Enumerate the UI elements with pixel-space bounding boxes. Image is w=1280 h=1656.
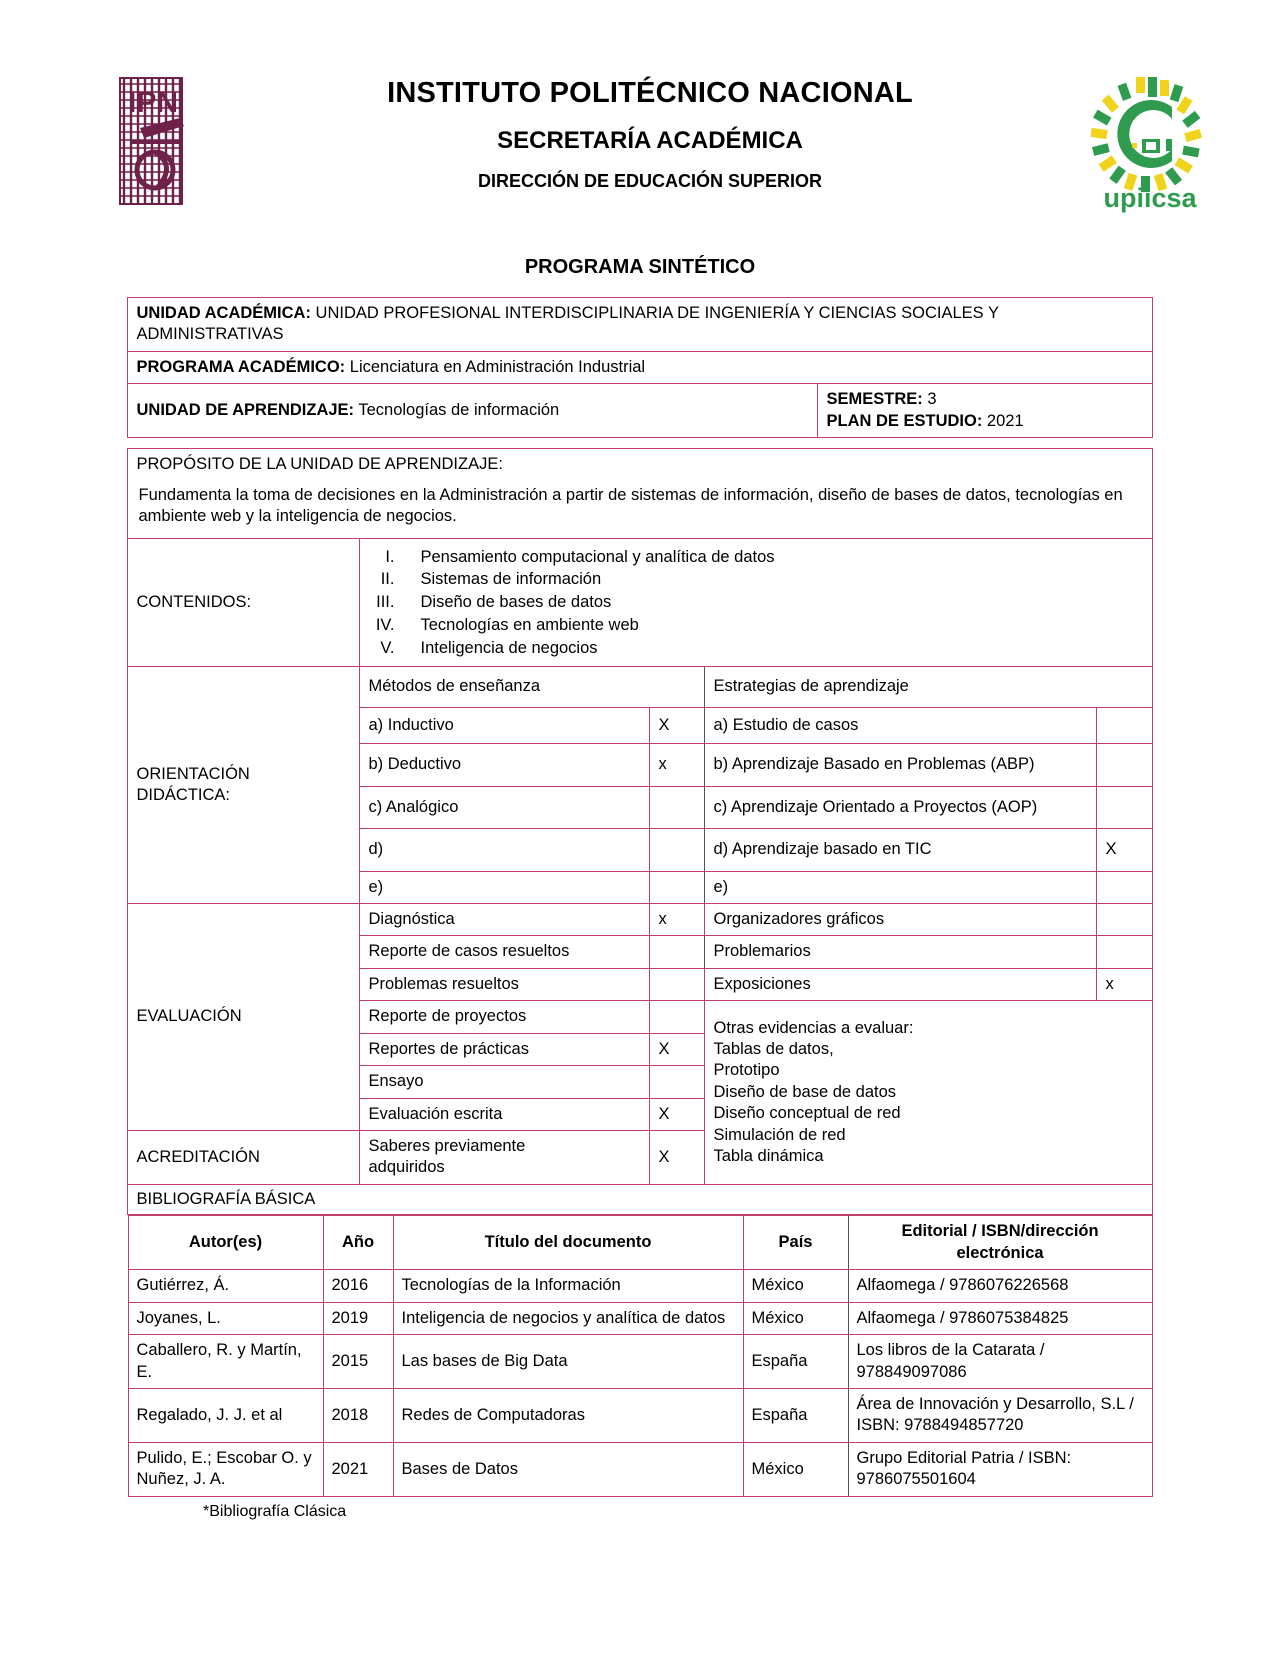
evaluacion-mark[interactable] <box>650 1001 705 1033</box>
evidencia-mark[interactable] <box>1097 936 1152 968</box>
program-body-table <box>127 448 1152 1215</box>
contenido-number: II. <box>380 570 395 589</box>
contenidos-label: CONTENIDOS: <box>128 538 360 667</box>
semestre-plan-cell <box>818 384 1152 438</box>
proposito-title: PROPÓSITO DE LA UNIDAD DE APRENDIZAJE: <box>128 449 1152 481</box>
contenido-text: Tecnologías en ambiente web <box>420 615 639 634</box>
acreditacion-label: ACREDITACIÓN <box>128 1131 360 1185</box>
semestre-label: SEMESTRE: <box>826 390 923 409</box>
table-row <box>128 298 1152 352</box>
bib-pais: México <box>743 1270 848 1302</box>
column-header-titulo: Título del documento <box>393 1216 743 1270</box>
contenido-text: Sistemas de información <box>420 570 602 589</box>
programa-academico-label: PROGRAMA ACADÉMICO: <box>136 357 346 376</box>
contenido-text: Diseño de bases de datos <box>420 593 612 612</box>
contenido-text: Pensamiento computacional y analítica de datos <box>420 547 775 566</box>
bibliografia-footnote: *Bibliografía Clásica <box>203 1502 347 1520</box>
bib-editorial: Alfaomega / 9786076226568 <box>848 1270 1152 1302</box>
evaluacion-item: Problemas resueltos <box>360 968 650 1000</box>
secretariat-title: SECRETARÍA ACADÉMICA <box>497 127 803 155</box>
otras-evidencias-item: Simulación de red <box>713 1125 846 1144</box>
evaluacion-item: Diagnóstica <box>360 903 650 935</box>
col-header-estrategias: Estrategias de aprendizaje <box>705 667 1152 707</box>
evaluacion-mark[interactable] <box>650 968 705 1000</box>
acreditacion-item-line1: Saberes previamente <box>368 1137 526 1156</box>
bib-autor: Caballero, R. y Martín, E. <box>128 1335 323 1389</box>
unidad-academica-cell <box>128 298 1152 352</box>
evaluacion-item: Reporte de proyectos <box>360 1001 650 1033</box>
bib-titulo: Inteligencia de negocios y analítica de datos <box>393 1302 743 1334</box>
evidencia-mark[interactable] <box>1097 903 1152 935</box>
table-row <box>128 481 1152 538</box>
acreditacion-item <box>360 1131 650 1185</box>
estrategia-mark[interactable] <box>1097 744 1152 786</box>
metodo-mark[interactable] <box>650 786 705 828</box>
evaluacion-mark[interactable]: X <box>650 1033 705 1065</box>
otras-evidencias-item: Tablas de datos, <box>713 1039 834 1058</box>
metodo-mark[interactable] <box>650 829 705 871</box>
table-row <box>128 1335 1152 1389</box>
table-row <box>128 1388 1152 1442</box>
bib-anio: 2015 <box>323 1335 393 1389</box>
column-header-autor: Autor(es) <box>128 1216 323 1270</box>
estrategia-mark[interactable]: X <box>1097 829 1152 871</box>
orientacion-label-line2: DIDÁCTICA: <box>136 786 230 805</box>
metodo-mark[interactable]: X <box>650 707 705 743</box>
bibliografia-section-title: BIBLIOGRAFÍA BÁSICA <box>128 1184 1152 1214</box>
page-title: PROGRAMA SINTÉTICO <box>524 256 756 278</box>
evaluacion-item: Ensayo <box>360 1066 650 1098</box>
evaluacion-label: EVALUACIÓN <box>128 903 360 1130</box>
institute-title: INSTITUTO POLITÉCNICO NACIONAL <box>387 77 913 109</box>
bib-editorial: Los libros de la Catarata / 978849097086 <box>848 1335 1152 1389</box>
table-row <box>128 1302 1152 1334</box>
bib-anio: 2019 <box>323 1302 393 1334</box>
bib-pais: México <box>743 1442 848 1496</box>
bib-editorial: Alfaomega / 9786075384825 <box>848 1302 1152 1334</box>
estrategia-label: e) <box>705 871 1097 903</box>
evidencia-item: Organizadores gráficos <box>705 903 1097 935</box>
table-row <box>128 903 1152 935</box>
otras-evidencias-item: Diseño conceptual de red <box>713 1104 901 1123</box>
semestre-value: 3 <box>927 390 937 409</box>
bib-titulo: Bases de Datos <box>393 1442 743 1496</box>
contenidos-cell <box>360 538 1152 667</box>
otras-evidencias-item: Prototipo <box>713 1061 780 1080</box>
plan-line <box>826 411 1143 432</box>
bib-anio: 2021 <box>323 1442 393 1496</box>
contenido-text: Inteligencia de negocios <box>420 638 598 657</box>
bib-anio: 2016 <box>323 1270 393 1302</box>
table-row <box>128 449 1152 481</box>
metodo-label: d) <box>360 829 650 871</box>
list-item <box>368 614 1143 637</box>
bib-editorial: Grupo Editorial Patria / ISBN: 9786075501604 <box>848 1442 1152 1496</box>
bib-pais: España <box>743 1388 848 1442</box>
direction-title: DIRECCIÓN DE EDUCACIÓN SUPERIOR <box>477 171 823 192</box>
unidad-aprendizaje-label: UNIDAD DE APRENDIZAJE: <box>136 401 355 420</box>
evaluacion-item: Reportes de prácticas <box>360 1033 650 1065</box>
evaluacion-mark[interactable] <box>650 1066 705 1098</box>
table-row <box>128 667 1152 707</box>
estrategia-mark[interactable] <box>1097 871 1152 903</box>
estrategia-label: c) Aprendizaje Orientado a Proyectos (AOP) <box>705 786 1097 828</box>
bib-autor: Joyanes, L. <box>128 1302 323 1334</box>
plan-label: PLAN DE ESTUDIO: <box>826 411 983 430</box>
programa-academico-value: Licenciatura en Administración Industrial <box>349 357 646 376</box>
otras-evidencias-cell <box>705 1001 1152 1185</box>
semestre-line <box>826 389 1143 410</box>
metodo-mark[interactable] <box>650 871 705 903</box>
unidad-academica-value: UNIDAD PROFESIONAL INTERDISCIPLINARIA DE INGENIERÍA Y CIENCIAS SOCIALES Y ADMINISTRATIVAS <box>136 304 999 344</box>
estrategia-mark[interactable] <box>1097 786 1152 828</box>
metodo-label: e) <box>360 871 650 903</box>
contenido-number: I. <box>385 547 395 566</box>
orientacion-label-line1: ORIENTACIÓN <box>136 764 250 783</box>
metodo-label: b) Deductivo <box>360 744 650 786</box>
column-header-pais: País <box>743 1216 848 1270</box>
otras-evidencias-item: Tabla dinámica <box>713 1147 824 1166</box>
bib-autor: Pulido, E.; Escobar O. y Nuñez, J. A. <box>128 1442 323 1496</box>
programa-academico-cell <box>128 351 1152 383</box>
contenido-number: IV. <box>375 615 395 634</box>
evaluacion-item: Reporte de casos resueltos <box>360 936 650 968</box>
evaluacion-item: Evaluación escrita <box>360 1098 650 1130</box>
bibliografia-table <box>128 1215 1153 1496</box>
contenidos-list <box>368 546 1143 660</box>
col-header-metodos: Métodos de enseñanza <box>360 667 705 707</box>
bib-anio: 2018 <box>323 1388 393 1442</box>
contenido-number: V. <box>380 638 395 657</box>
metodo-label: c) Analógico <box>360 786 650 828</box>
bib-editorial: Área de Innovación y Desarrollo, S.L / ISBN: 9788494857720 <box>848 1388 1152 1442</box>
unidad-academica-label: UNIDAD ACADÉMICA: <box>136 304 311 322</box>
proposito-text: Fundamenta la toma de decisiones en la Administración a partir de sistemas de información, diseño de bases de datos, tecnologías en ambiente web y la inteligencia de negocios. <box>128 481 1152 538</box>
estrategia-label: d) Aprendizaje basado en TIC <box>705 829 1097 871</box>
identification-table <box>127 297 1152 438</box>
estrategia-label: a) Estudio de casos <box>705 707 1097 743</box>
upiicsa-wordmark: upiicsa <box>1103 183 1197 213</box>
plan-value: 2021 <box>986 411 1024 430</box>
evidencia-item: Problemarios <box>705 936 1097 968</box>
otras-evidencias-item: Diseño de base de datos <box>713 1082 897 1101</box>
bib-autor: Gutiérrez, Á. <box>128 1270 323 1302</box>
evaluacion-mark[interactable]: x <box>650 903 705 935</box>
list-item <box>368 568 1143 591</box>
column-header-anio: Año <box>323 1216 393 1270</box>
ipn-logo <box>110 70 220 220</box>
acreditacion-item-line2: adquiridos <box>368 1158 445 1177</box>
metodo-label: a) Inductivo <box>360 707 650 743</box>
unidad-aprendizaje-cell <box>128 384 818 438</box>
list-item <box>368 637 1143 660</box>
header-titles <box>220 55 1080 192</box>
list-item <box>368 591 1143 614</box>
list-item <box>368 546 1143 569</box>
evaluacion-mark[interactable]: X <box>650 1098 705 1130</box>
spacer-table <box>128 438 1152 448</box>
contenido-number: III. <box>376 593 395 612</box>
svg-text:IPN: IPN <box>128 86 179 119</box>
evidencia-item: Exposiciones <box>705 968 1097 1000</box>
column-header-editorial: Editorial / ISBN/dirección electrónica <box>848 1216 1152 1270</box>
orientacion-label <box>128 667 360 904</box>
evaluacion-mark[interactable] <box>650 936 705 968</box>
table-row <box>128 1270 1152 1302</box>
bib-titulo: Tecnologías de la Información <box>393 1270 743 1302</box>
table-row <box>128 351 1152 383</box>
upiicsa-logo <box>1080 73 1220 213</box>
bib-titulo: Las bases de Big Data <box>393 1335 743 1389</box>
table-row <box>128 1184 1152 1214</box>
document-header <box>0 0 1280 220</box>
table-header-row <box>128 1216 1152 1270</box>
evidencia-mark[interactable]: x <box>1097 968 1152 1000</box>
estrategia-mark[interactable] <box>1097 707 1152 743</box>
bib-autor: Regalado, J. J. et al <box>128 1388 323 1442</box>
bib-pais: España <box>743 1335 848 1389</box>
table-row <box>128 384 1152 438</box>
unidad-aprendizaje-value: Tecnologías de información <box>358 401 560 420</box>
acreditacion-mark[interactable]: X <box>650 1131 705 1185</box>
table-row <box>128 1442 1152 1496</box>
bib-titulo: Redes de Computadoras <box>393 1388 743 1442</box>
table-row <box>128 538 1152 667</box>
metodo-mark[interactable]: x <box>650 744 705 786</box>
bib-pais: México <box>743 1302 848 1334</box>
otras-evidencias-title: Otras evidencias a evaluar: <box>713 1018 914 1037</box>
estrategia-label: b) Aprendizaje Basado en Problemas (ABP) <box>705 744 1097 786</box>
